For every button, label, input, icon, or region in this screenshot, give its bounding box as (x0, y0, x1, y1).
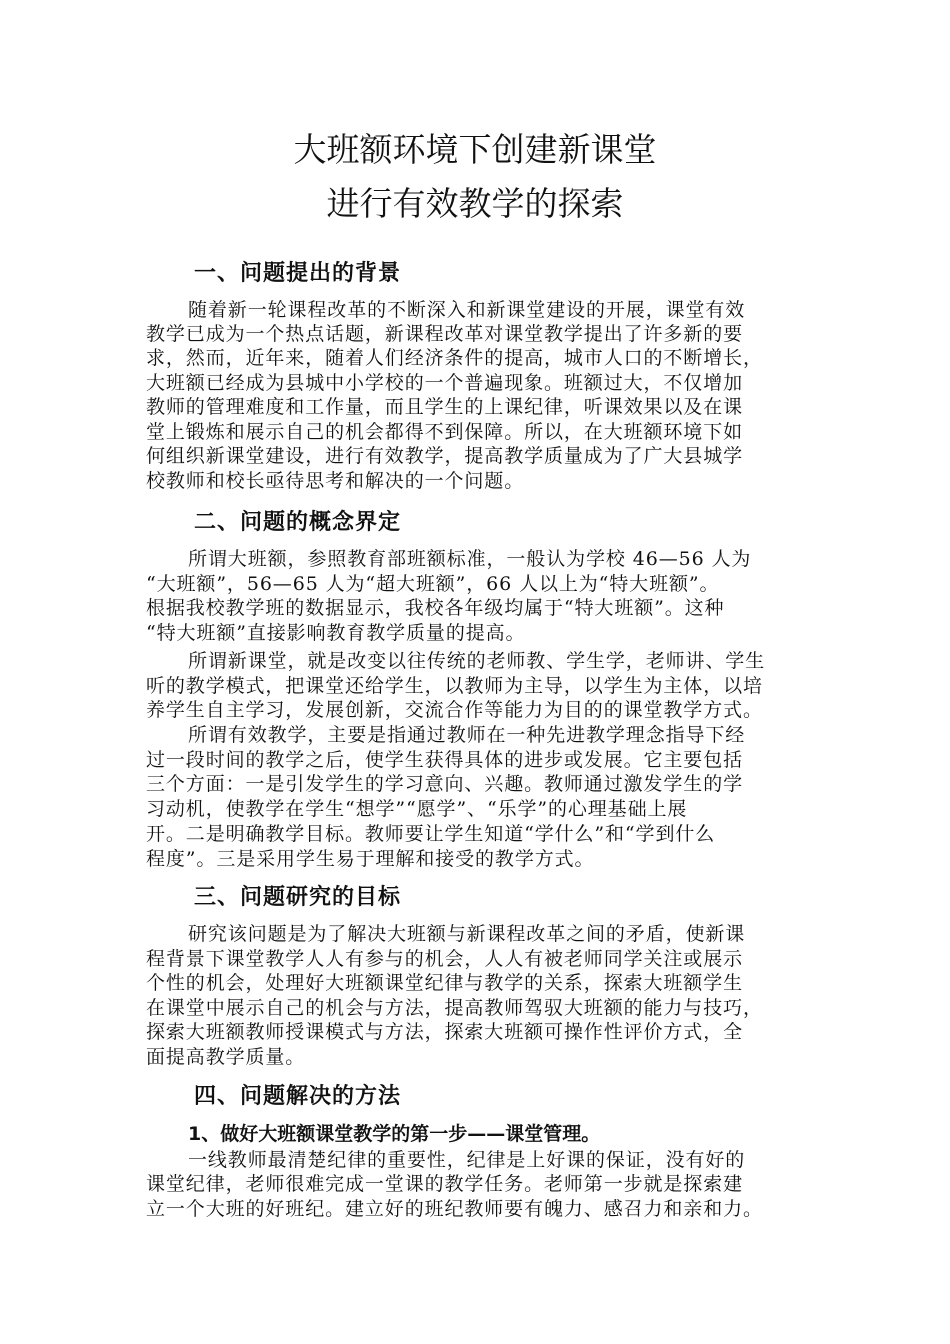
paragraph-line: 所谓大班额，参照教育部班额标准，一般认为学校 46—56 人为 (188, 548, 752, 570)
document-title-line-1: 大班额环境下创建新课堂 (293, 130, 657, 169)
section-heading-goals: 三、问题研究的目标 (194, 885, 402, 910)
section-heading-methods: 四、问题解决的方法 (194, 1084, 402, 1109)
paragraph-line: 校教师和校长亟待思考和解决的一个问题。 (146, 470, 525, 492)
paragraph-line: 课堂纪律，老师很难完成一堂课的教学任务。老师第一步就是探索建 (146, 1173, 744, 1195)
paragraph-line: 三个方面：一是引发学生的学习意向、兴趣。教师通过激发学生的学 (146, 773, 744, 795)
paragraph-line: 研究该问题是为了解决大班额与新课程改革之间的矛盾，使新课 (188, 923, 746, 945)
paragraph-line: 探索大班额教师授课模式与方法，探索大班额可操作性评价方式，全 (146, 1021, 744, 1043)
paragraph-line: 个性的机会，处理好大班额课堂纪律与教学的关系，探索大班额学生 (146, 972, 744, 994)
paragraph-line: 在课堂中展示自己的机会与方法，提高教师驾驭大班额的能力与技巧， (146, 997, 763, 1019)
paragraph-line: 求，然而，近年来，随着人们经济条件的提高，城市人口的不断增长， (146, 347, 763, 369)
paragraph-line: 教学已成为一个热点话题，新课程改革对课堂教学提出了许多新的要 (146, 323, 744, 345)
paragraph-line: 堂上锻炼和展示自己的机会都得不到保障。所以，在大班额环境下如 (146, 421, 744, 443)
paragraph-line: 一线教师最清楚纪律的重要性，纪律是上好课的保证，没有好的 (188, 1149, 746, 1171)
paragraph-line: 根据我校教学班的数据显示，我校各年级均属于“特大班额”。这种 (146, 597, 725, 619)
paragraph-line: “大班额”，56—65 人为“超大班额”，66 人以上为“特大班额”。 (146, 573, 720, 595)
paragraph-line: 随着新一轮课程改革的不断深入和新课堂建设的开展，课堂有效 (188, 299, 746, 321)
paragraph-line: 何组织新课堂建设，进行有效教学，提高教学质量成为了广大县城学 (146, 445, 744, 467)
section-heading-definitions: 二、问题的概念界定 (194, 510, 402, 535)
paragraph-line: 所谓有效教学，主要是指通过教师在一种先进教学理念指导下经 (188, 724, 746, 746)
paragraph-line: 程背景下课堂教学人人有参与的机会，人人有被老师同学关注或展示 (146, 948, 744, 970)
paragraph-line: 所谓新课堂，就是改变以往传统的老师教、学生学，老师讲、学生 (188, 650, 766, 672)
paragraph-line: 程度”。三是采用学生易于理解和接受的教学方式。 (146, 848, 595, 870)
paragraph-line: “特大班额”直接影响教育教学质量的提高。 (146, 622, 526, 644)
subsection-heading: 1、做好大班额课堂教学的第一步——课堂管理。 (188, 1123, 601, 1145)
document-title-line-2: 进行有效教学的探索 (326, 184, 624, 223)
paragraph-line: 听的教学模式，把课堂还给学生，以教师为主导，以学生为主体，以培 (146, 675, 763, 697)
paragraph-line: 立一个大班的好班纪。建立好的班纪教师要有魄力、感召力和亲和力。 (146, 1198, 763, 1220)
paragraph-line: 习动机，使教学在学生“想学”“愿学”、“乐学”的心理基础上展 (146, 798, 688, 820)
paragraph-line: 过一段时间的教学之后，使学生获得具体的进步或发展。它主要包括 (146, 749, 744, 771)
paragraph-line: 面提高教学质量。 (146, 1046, 306, 1068)
paragraph-line: 教师的管理难度和工作量，而且学生的上课纪律，听课效果以及在课 (146, 396, 744, 418)
section-heading-background: 一、问题提出的背景 (194, 261, 402, 286)
paragraph-line: 开。二是明确教学目标。教师要让学生知道“学什么”和“学到什么 (146, 823, 716, 845)
paragraph-line: 养学生自主学习，发展创新，交流合作等能力为目的的课堂教学方式。 (146, 699, 763, 721)
paragraph-line: 大班额已经成为县城中小学校的一个普遍现象。班额过大，不仅增加 (146, 372, 744, 394)
